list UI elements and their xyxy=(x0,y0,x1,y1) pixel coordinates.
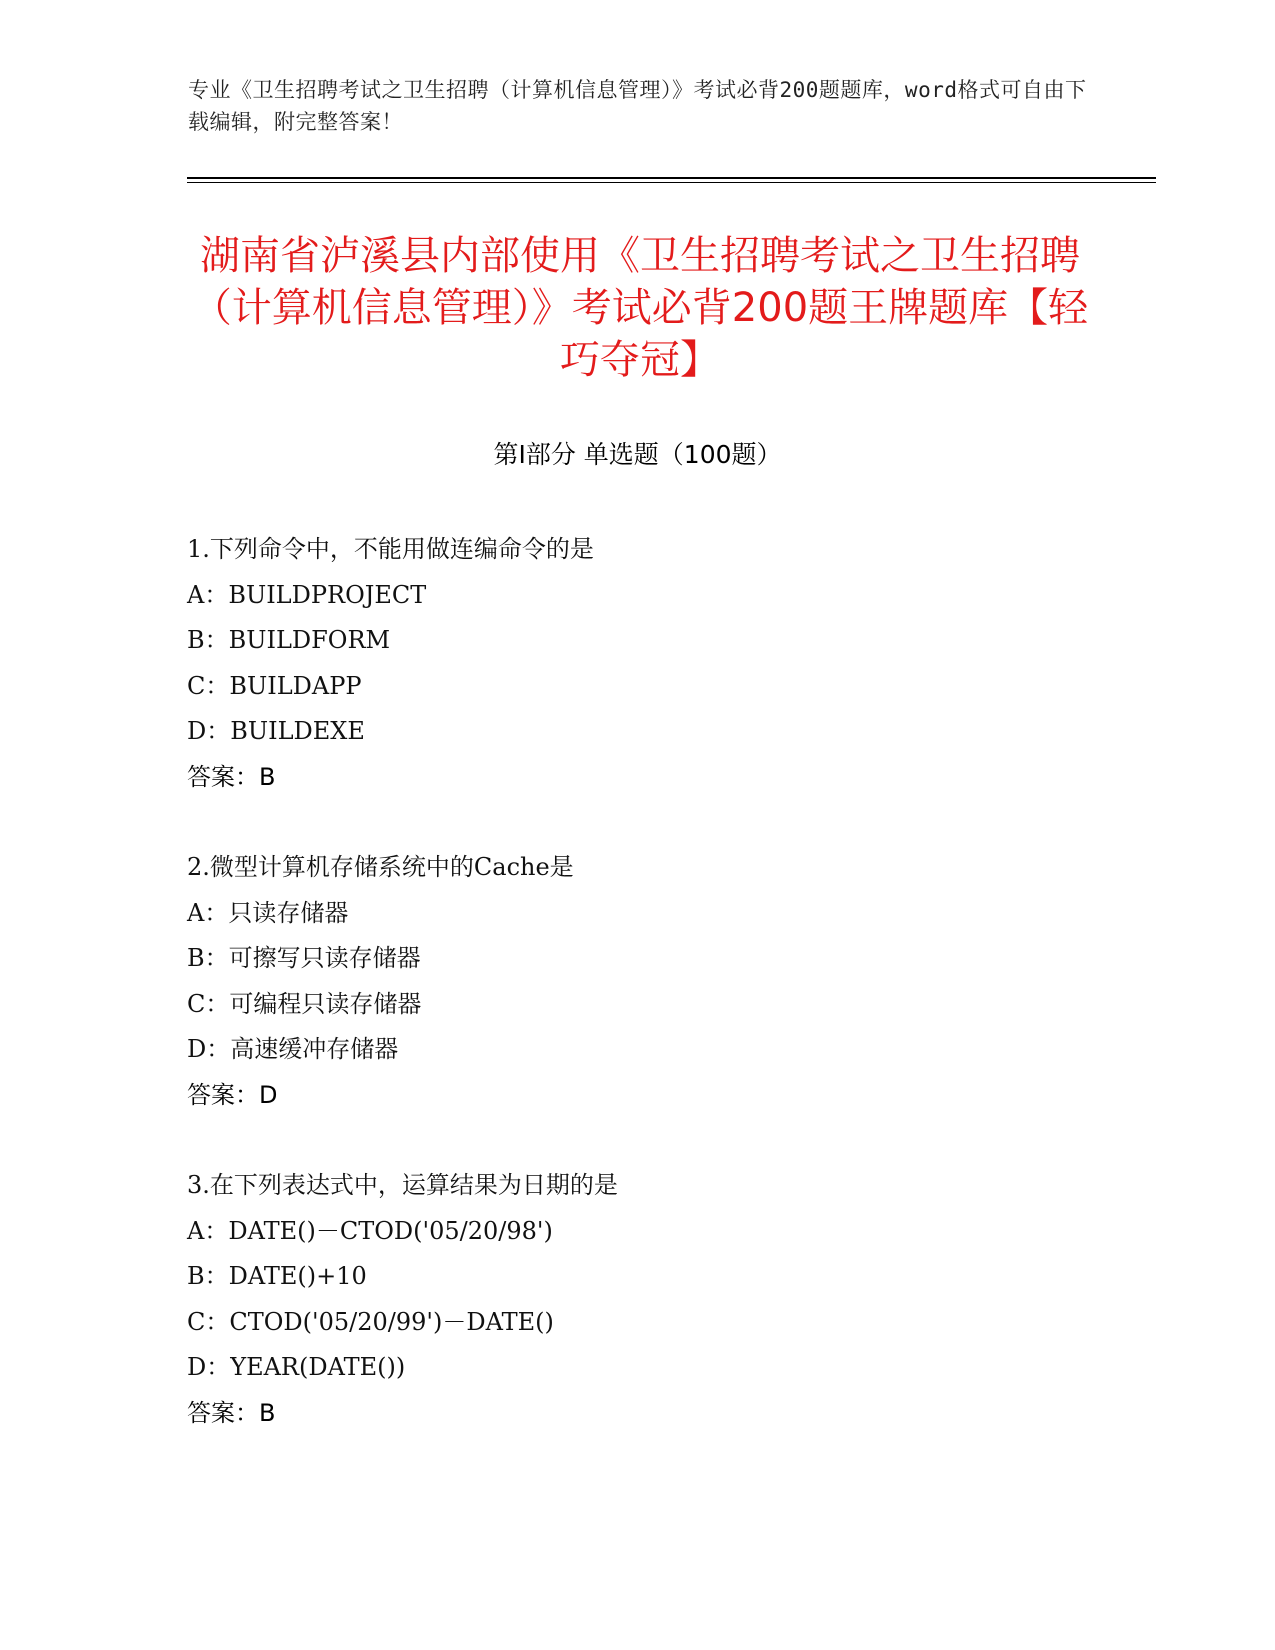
option-c: C：可编程只读存储器 xyxy=(187,989,422,1018)
question-stem: 2.微型计算机存储系统中的Cache是 xyxy=(187,853,574,881)
question-stem: 1.下列命令中，不能用做连编命令的是 xyxy=(187,535,594,563)
question-block xyxy=(187,527,1087,800)
question-stem: 3.在下列表达式中，运算结果为日期的是 xyxy=(187,1171,618,1199)
option-d: D：高速缓冲存储器 xyxy=(187,1035,399,1063)
option-a: A：只读存储器 xyxy=(187,898,349,927)
section-heading: 第I部分 单选题（100题） xyxy=(493,440,782,469)
option-c: C：BUILDAPP xyxy=(187,671,362,700)
option-a: A：DATE()－CTOD('05/20/98') xyxy=(187,1216,553,1245)
option-b: B：可擦写只读存储器 xyxy=(187,944,421,972)
question-block xyxy=(187,845,1087,1118)
option-c: C：CTOD('05/20/99')－DATE() xyxy=(187,1307,554,1336)
header-rule-thin xyxy=(187,182,1156,183)
header-note: 专业《卫生招聘考试之卫生招聘（计算机信息管理）》考试必背200题题库，word格式可自由下载编辑，附完整答案！ xyxy=(188,78,1087,134)
document-title: 湖南省泸溪县内部使用《卫生招聘考试之卫生招聘（计算机信息管理）》考试必背200题王牌题库【轻巧夺冠】 xyxy=(191,233,1089,383)
answer-line: 答案：B xyxy=(187,762,276,791)
option-b: B：DATE()+10 xyxy=(187,1262,367,1290)
answer-line: 答案：D xyxy=(187,1080,278,1109)
option-d: D：BUILDEXE xyxy=(187,717,365,745)
answer-line: 答案：B xyxy=(187,1398,276,1427)
question-block xyxy=(187,1163,1087,1436)
option-b: B：BUILDFORM xyxy=(187,626,391,654)
option-d: D：YEAR(DATE()) xyxy=(187,1353,406,1381)
option-a: A：BUILDPROJECT xyxy=(187,580,427,609)
header-rule-thick xyxy=(187,177,1156,179)
